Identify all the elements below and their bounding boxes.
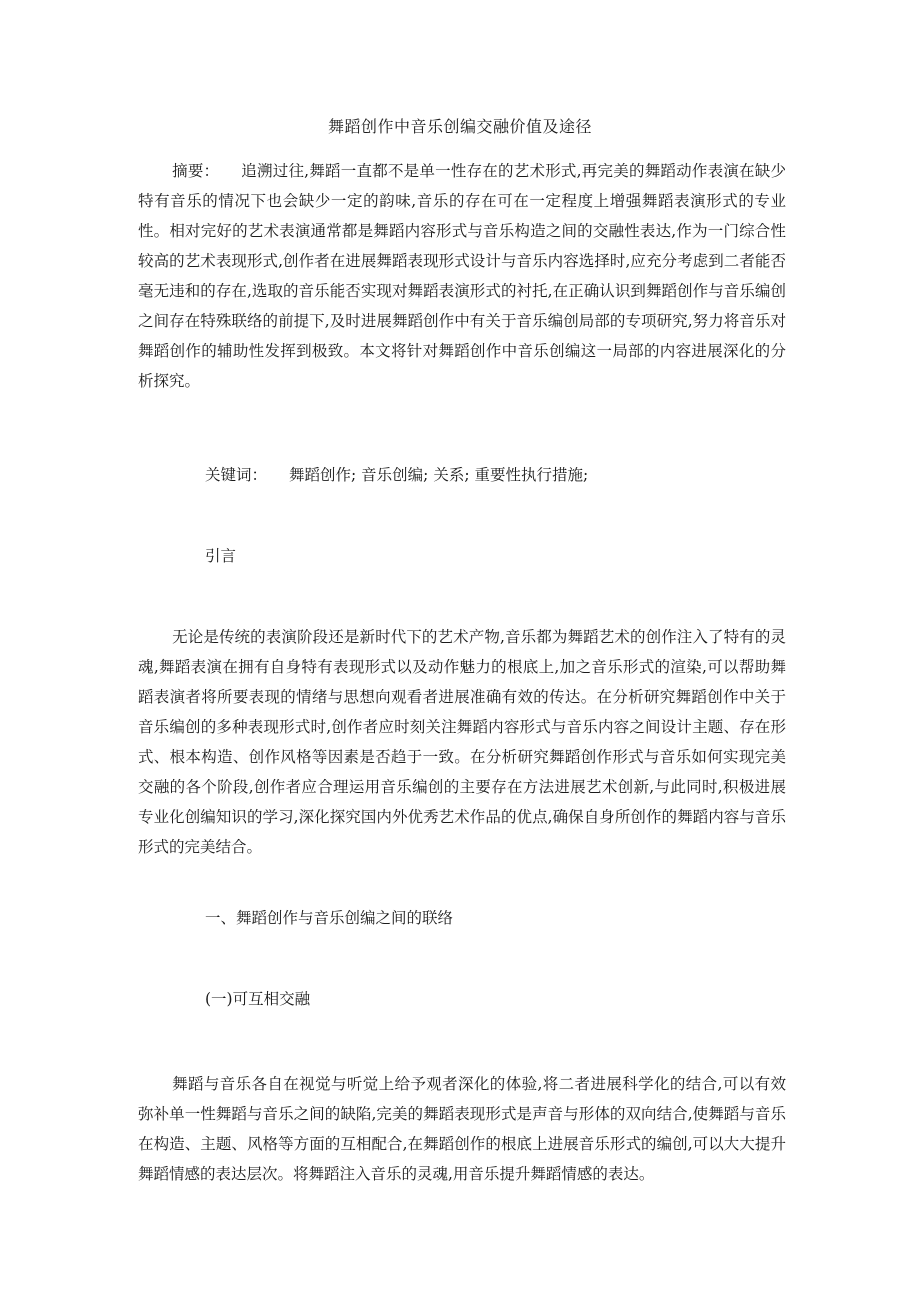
intro-paragraph: 无论是传统的表演阶段还是新时代下的艺术产物,音乐都为舞蹈艺术的创作注入了特有的灵魂,舞蹈表演在拥有自身特有表现形式以及动作魅力的根底上,加之音乐形式的渲染,可以帮助舞蹈表演者将所要表现的情绪与思想向观看者进展准确有效的传达。在分析研究舞蹈创作中关于音乐编创的多种表现形式时,创作者应时刻关注舞蹈内容形式与音乐内容之间设计主题、存在形式、根本构造、创作风格等因素是否趋于一致。在分析研究舞蹈创作形式与音乐如何实现完美交融的各个阶段,创作者应合理运用音乐编创的主要存在方法进展艺术创新,与此同时,积极进展专业化创编知识的学习,深化探究国内外优秀艺术作品的优点,确保自身所创作的舞蹈内容与音乐形式的完美结合。 xyxy=(138,628,786,856)
intro-heading: 引言 xyxy=(205,547,237,565)
keywords-text: 舞蹈创作; 音乐创编; 关系; 重要性执行措施; xyxy=(289,466,589,484)
body-paragraph: 舞蹈与音乐各自在视觉与听觉上给予观者深化的体验,将二者进展科学化的结合,可以有效弥补单一性舞蹈与音乐之间的缺陷,完美的舞蹈表现形式是声音与形体的双向结合,使舞蹈与音乐在构造、主题、风格等方面的互相配合,在舞蹈创作的根底上进展音乐形式的编创,可以大大提升舞蹈情感的表达层次。将舞蹈注入音乐的灵魂,用音乐提升舞蹈情感的表达。 xyxy=(138,1075,786,1183)
keywords-label: 关键词： xyxy=(205,466,268,484)
abstract-paragraph xyxy=(138,156,786,396)
section-heading: 一、舞蹈创作与音乐创编之间的联络 xyxy=(205,909,454,927)
abstract-label: 摘要： xyxy=(172,162,220,180)
document-title: 舞蹈创作中音乐创编交融价值及途径 xyxy=(327,117,592,136)
keywords-line xyxy=(205,460,588,490)
subsection-heading: (一)可互相交融 xyxy=(205,990,311,1008)
abstract-text: 追溯过往,舞蹈一直都不是单一性存在的艺术形式,再完美的舞蹈动作表演在缺少特有音乐的情况下也会缺少一定的韵味,音乐的存在可在一定程度上增强舞蹈表演形式的专业性。相对完好的艺术表演通常都是舞蹈内容形式与音乐构造之间的交融性表达,作为一门综合性较高的艺术表现形式,创作者在进展舞蹈表现形式设计与音乐内容选择时,应充分考虑到二者能否毫无违和的存在,选取的音乐能否实现对舞蹈表演形式的衬托,在正确认识到舞蹈创作与音乐编创之间存在特殊联络的前提下,及时进展舞蹈创作中有关于音乐编创局部的专项研究,努力将音乐对舞蹈创作的辅助性发挥到极致。本文将针对舞蹈创作中音乐创编这一局部的内容进展深化的分析探究。 xyxy=(138,162,786,390)
